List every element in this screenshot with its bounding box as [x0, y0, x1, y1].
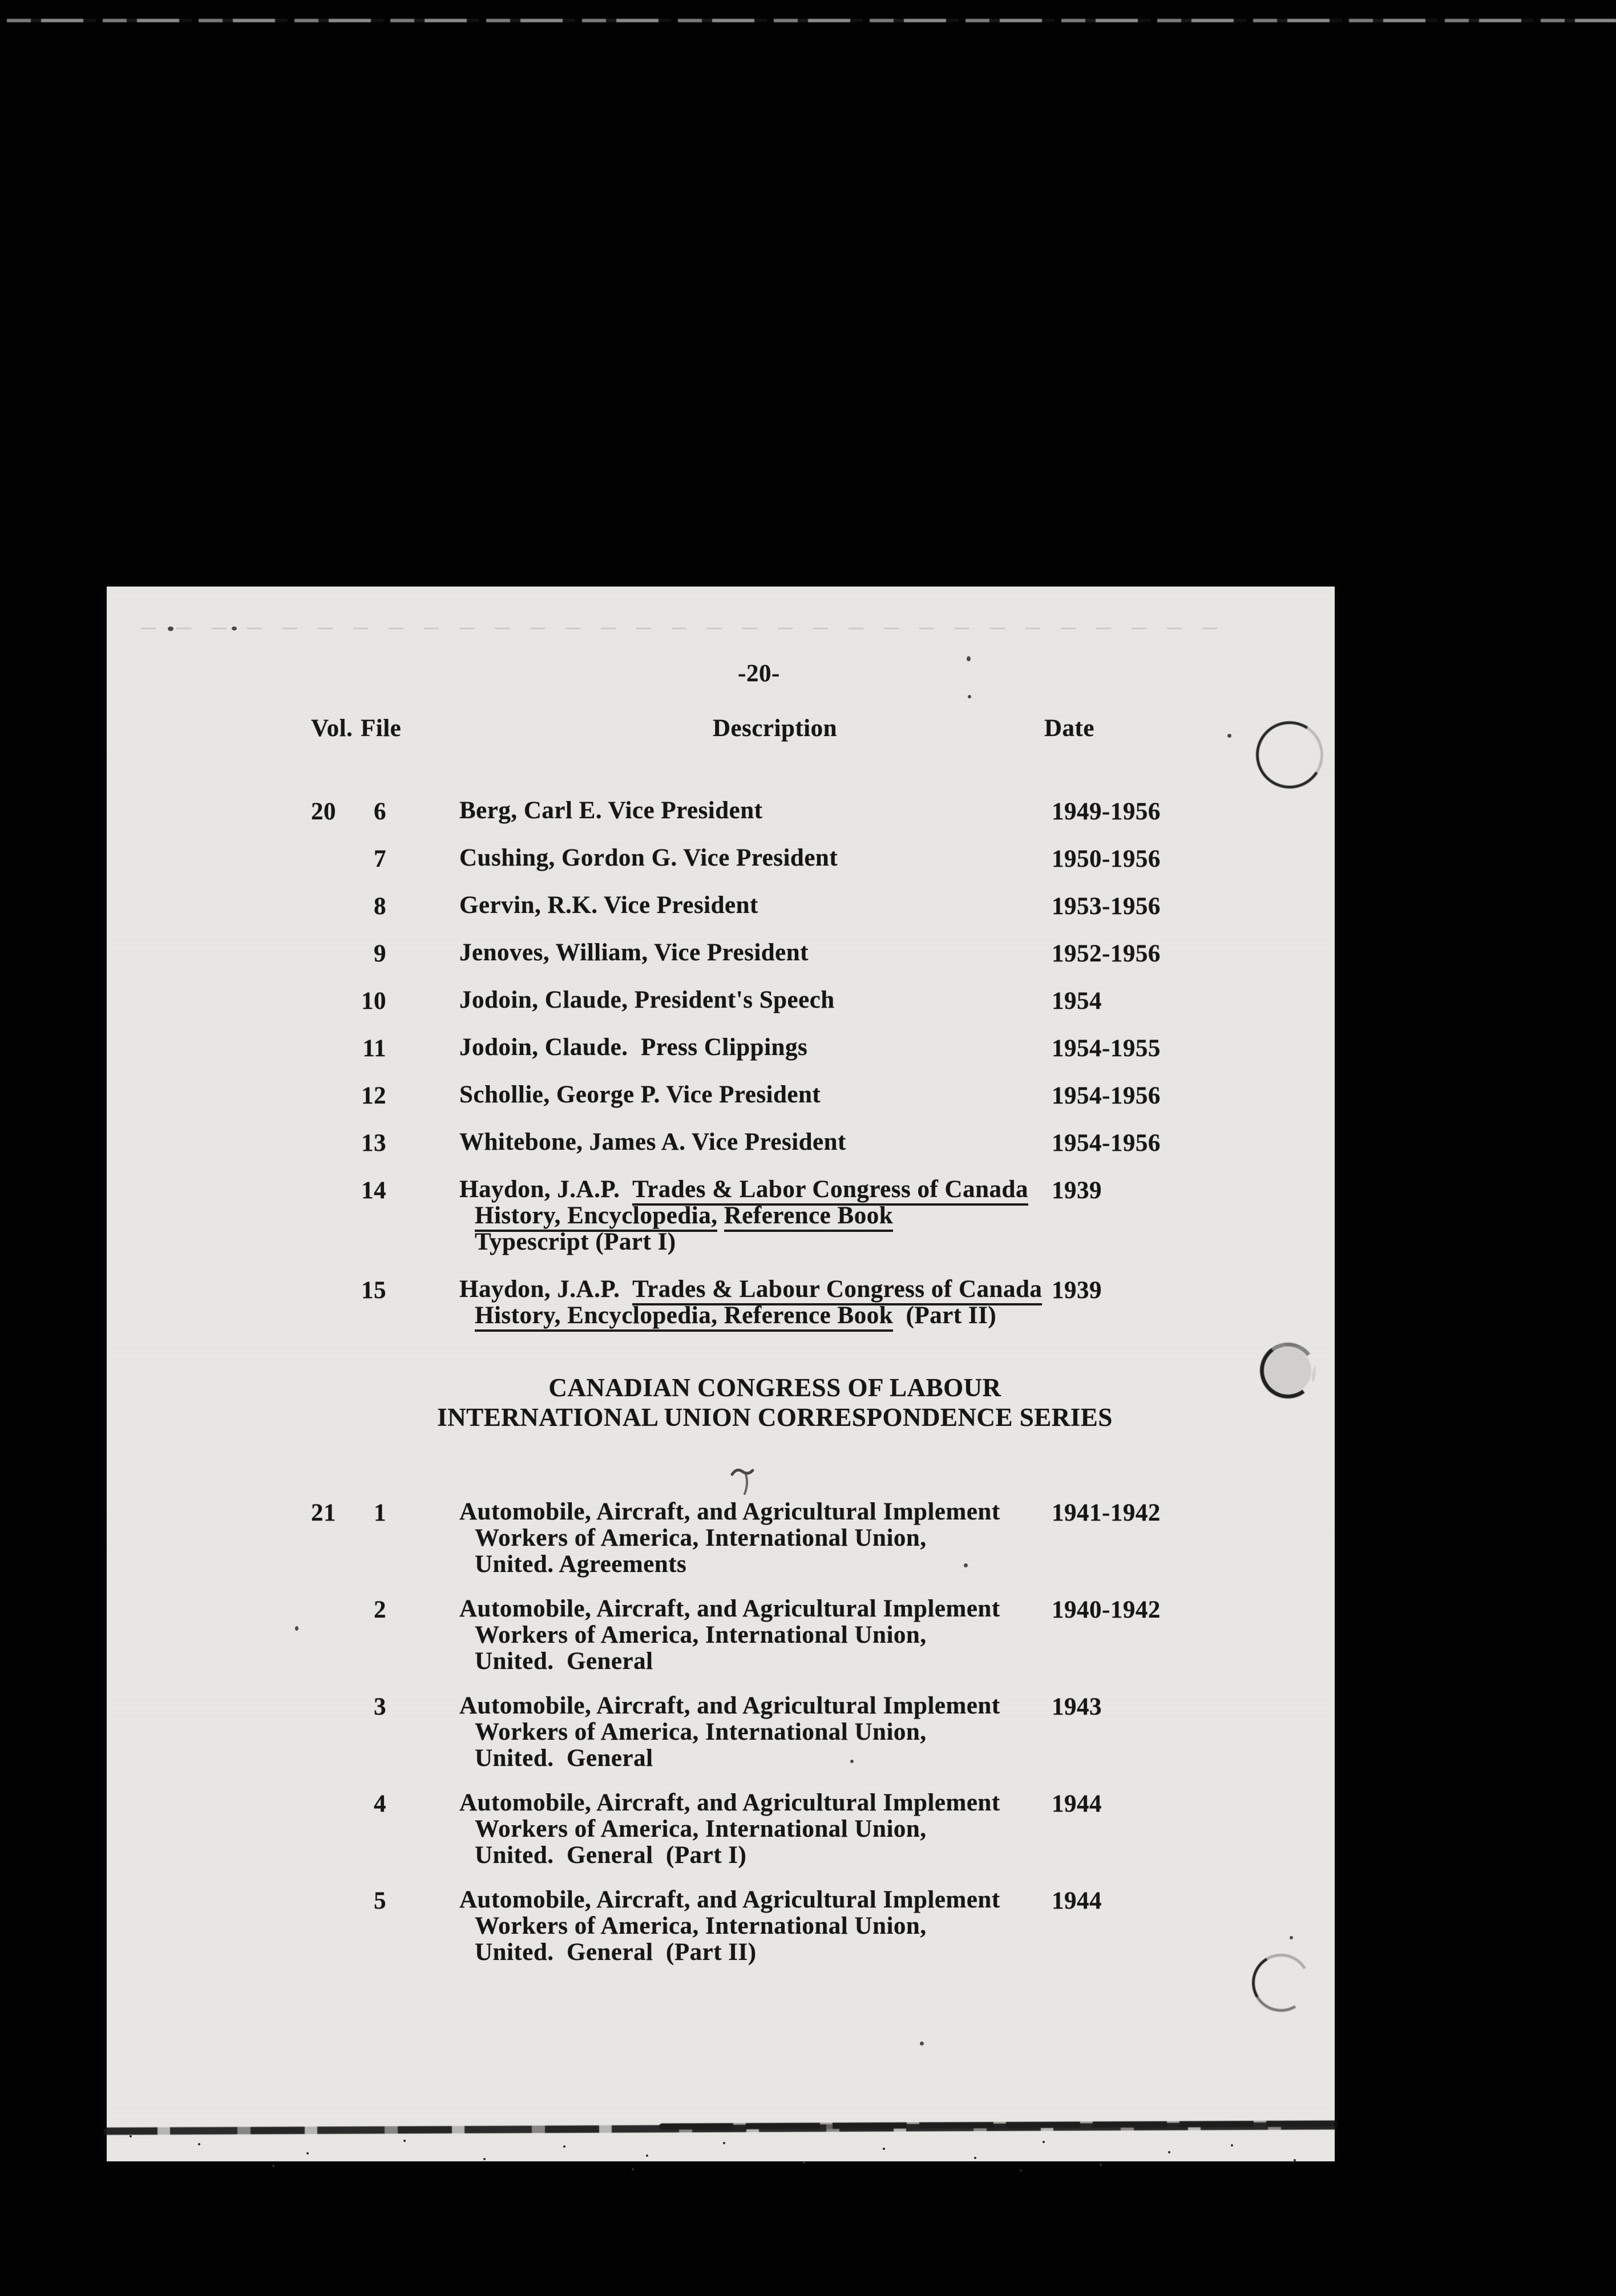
text-segment: Whitebone, James A. Vice President — [459, 1129, 846, 1155]
description-line — [459, 1177, 1064, 1203]
date-cell: 1953-1956 — [1052, 893, 1161, 920]
table-row — [107, 1034, 1335, 1061]
file-cell: 13 — [361, 1130, 386, 1157]
description-cell — [459, 1034, 1064, 1061]
description-line — [459, 1648, 1064, 1675]
text-segment: Haydon, J.A.P. — [459, 1276, 633, 1303]
date-cell: 1943 — [1052, 1693, 1102, 1720]
description-cell — [459, 1499, 1064, 1578]
punch-hole-ring-top — [1250, 715, 1330, 795]
description-line — [459, 1551, 1064, 1578]
text-segment: United. General (Part I) — [475, 1842, 747, 1869]
table-row — [107, 845, 1335, 871]
page-number: -20- — [738, 660, 780, 687]
column-header-vol: Vol. — [311, 715, 353, 742]
description-line — [459, 1034, 1064, 1061]
description-line — [459, 1719, 1064, 1745]
date-cell: 1941-1942 — [1052, 1499, 1161, 1526]
photocopy-smudge-line — [103, 2122, 1338, 2135]
text-segment: Haydon, J.A.P. — [459, 1176, 633, 1203]
date-cell: 1954-1956 — [1052, 1130, 1161, 1157]
file-cell: 11 — [362, 1035, 386, 1062]
file-cell: 14 — [361, 1177, 386, 1204]
file-cell: 5 — [374, 1887, 386, 1914]
file-cell: 6 — [374, 798, 386, 825]
text-segment: United. General — [475, 1648, 653, 1675]
description-line — [459, 892, 1064, 919]
description-line — [459, 1693, 1064, 1719]
description-line — [459, 1596, 1064, 1622]
text-segment: Automobile, Aircraft, and Agricultural Implement — [459, 1498, 1000, 1525]
series-heading-line1: CANADIAN CONGRESS OF LABOUR — [548, 1373, 1001, 1402]
table-row — [107, 1276, 1335, 1329]
description-cell — [459, 1790, 1064, 1869]
description-cell — [459, 1887, 1064, 1966]
date-cell: 1939 — [1052, 1277, 1102, 1304]
description-cell — [459, 1693, 1064, 1772]
ink-speck — [232, 626, 237, 630]
scan-artifact-top-line — [0, 19, 1616, 22]
text-segment: Cushing, Gordon G. Vice President — [459, 844, 838, 871]
series-heading-line2: INTERNATIONAL UNION CORRESPONDENCE SERIES — [437, 1403, 1113, 1432]
date-cell: 1940-1942 — [1052, 1596, 1161, 1623]
date-cell: 1954 — [1052, 988, 1102, 1014]
vol-cell: 20 — [311, 798, 336, 825]
file-cell: 1 — [374, 1499, 386, 1526]
description-line — [459, 1525, 1064, 1551]
description-cell — [459, 987, 1064, 1013]
table-row — [107, 1129, 1335, 1155]
vol-21-entries — [107, 1499, 1335, 1966]
text-segment: Workers of America, International Union, — [475, 1622, 927, 1648]
description-cell — [459, 1082, 1064, 1108]
text-segment: United. General (Part II) — [475, 1939, 757, 1966]
description-line — [459, 1790, 1064, 1816]
description-line — [459, 1499, 1064, 1525]
ink-speck — [168, 626, 173, 631]
ink-speck — [964, 1563, 968, 1567]
table-row — [107, 940, 1335, 966]
date-cell: 1939 — [1052, 1177, 1102, 1204]
file-cell: 12 — [361, 1082, 386, 1109]
date-cell: 1954-1955 — [1052, 1035, 1161, 1062]
description-line — [459, 1816, 1064, 1842]
file-cell: 7 — [374, 846, 386, 872]
description-line — [459, 987, 1064, 1013]
text-segment: United. General — [475, 1745, 653, 1772]
underlined-text: History, Encyclopedia, — [475, 1202, 717, 1232]
file-cell: 10 — [361, 988, 386, 1014]
table-row — [107, 1887, 1335, 1966]
text-segment: Jodoin, Claude, President's Speech — [459, 987, 835, 1013]
underlined-text: Reference Book — [724, 1202, 893, 1232]
underlined-text: History, Encyclopedia, Reference Book — [475, 1302, 893, 1332]
text-segment: Automobile, Aircraft, and Agricultural Implement — [459, 1789, 1000, 1816]
date-cell: 1950-1956 — [1052, 846, 1161, 872]
description-cell — [459, 1129, 1064, 1155]
description-cell — [459, 798, 1064, 824]
description-cell — [459, 892, 1064, 919]
table-row — [107, 892, 1335, 919]
table-row — [107, 798, 1335, 824]
file-cell: 2 — [374, 1596, 386, 1623]
file-cell: 15 — [361, 1277, 386, 1304]
underlined-text: Trades & Labor Congress of Canada — [632, 1176, 1028, 1206]
smudge-speckles — [130, 2135, 132, 2137]
text-segment: Automobile, Aircraft, and Agricultural Implement — [459, 1886, 1000, 1913]
text-segment: (Part II) — [893, 1302, 997, 1329]
text-segment: Schollie, George P. Vice President — [459, 1081, 821, 1108]
date-cell: 1944 — [1052, 1790, 1102, 1817]
text-segment: Workers of America, International Union, — [475, 1719, 927, 1745]
ink-speck — [1290, 1936, 1293, 1939]
vol-cell: 21 — [311, 1499, 336, 1526]
text-segment: Gervin, R.K. Vice President — [459, 892, 758, 919]
file-list — [107, 798, 1335, 1984]
ink-speck — [850, 1760, 854, 1763]
text-segment: Jenoves, William, Vice President — [459, 939, 809, 966]
description-cell — [459, 940, 1064, 966]
description-cell — [459, 1276, 1064, 1329]
description-line — [459, 1129, 1064, 1155]
description-line — [459, 1303, 1064, 1329]
description-line — [459, 1913, 1064, 1939]
description-line — [459, 798, 1064, 824]
file-cell: 4 — [374, 1790, 386, 1817]
text-segment: Workers of America, International Union, — [475, 1525, 927, 1551]
description-line — [459, 1939, 1064, 1966]
ink-speck — [295, 1626, 298, 1631]
description-line — [459, 1203, 1064, 1229]
text-segment: United. Agreements — [475, 1551, 687, 1578]
text-segment: Workers of America, International Union, — [475, 1913, 927, 1939]
ink-speck — [1227, 734, 1231, 738]
table-row — [107, 1693, 1335, 1772]
table-row — [107, 1082, 1335, 1108]
date-cell: 1952-1956 — [1052, 940, 1161, 967]
text-segment: Automobile, Aircraft, and Agricultural Implement — [459, 1692, 1000, 1719]
vol-20-entries — [107, 798, 1335, 1329]
column-header-description: Description — [712, 715, 838, 742]
date-cell: 1954-1956 — [1052, 1082, 1161, 1109]
text-segment — [717, 1202, 724, 1229]
table-row — [107, 1596, 1335, 1675]
text-segment: Workers of America, International Union, — [475, 1816, 927, 1842]
column-header-date: Date — [1044, 715, 1094, 742]
description-line — [459, 1842, 1064, 1869]
file-cell: 9 — [374, 940, 386, 967]
faint-scan-rule — [141, 628, 1228, 629]
table-row — [107, 1177, 1335, 1255]
ink-speck — [920, 2042, 924, 2046]
ink-speck — [968, 695, 971, 698]
description-line — [459, 1887, 1064, 1913]
ink-squiggle-mark — [729, 1465, 756, 1499]
text-segment: Typescript (Part I) — [475, 1228, 676, 1255]
file-cell: 8 — [374, 893, 386, 920]
description-line — [459, 1622, 1064, 1648]
text-segment: Automobile, Aircraft, and Agricultural Implement — [459, 1595, 1000, 1622]
document-page — [107, 587, 1335, 2161]
date-cell: 1949-1956 — [1052, 798, 1161, 825]
description-line — [459, 1276, 1064, 1303]
table-row — [107, 987, 1335, 1013]
description-line — [459, 1082, 1064, 1108]
file-cell: 3 — [374, 1693, 386, 1720]
table-row — [107, 1790, 1335, 1869]
description-line — [459, 1745, 1064, 1772]
description-line — [459, 940, 1064, 966]
description-cell — [459, 845, 1064, 871]
series-heading — [107, 1373, 1335, 1432]
ink-speck — [967, 656, 971, 661]
description-cell — [459, 1596, 1064, 1675]
underlined-text: Trades & Labour Congress of Canada — [632, 1276, 1042, 1305]
description-line — [459, 845, 1064, 871]
column-header-file: File — [361, 715, 402, 742]
description-line — [459, 1229, 1064, 1255]
text-segment: Jodoin, Claude. Press Clippings — [459, 1034, 808, 1061]
table-row — [107, 1499, 1335, 1578]
description-cell — [459, 1177, 1064, 1255]
text-segment: Berg, Carl E. Vice President — [459, 797, 763, 824]
date-cell: 1944 — [1052, 1887, 1102, 1914]
